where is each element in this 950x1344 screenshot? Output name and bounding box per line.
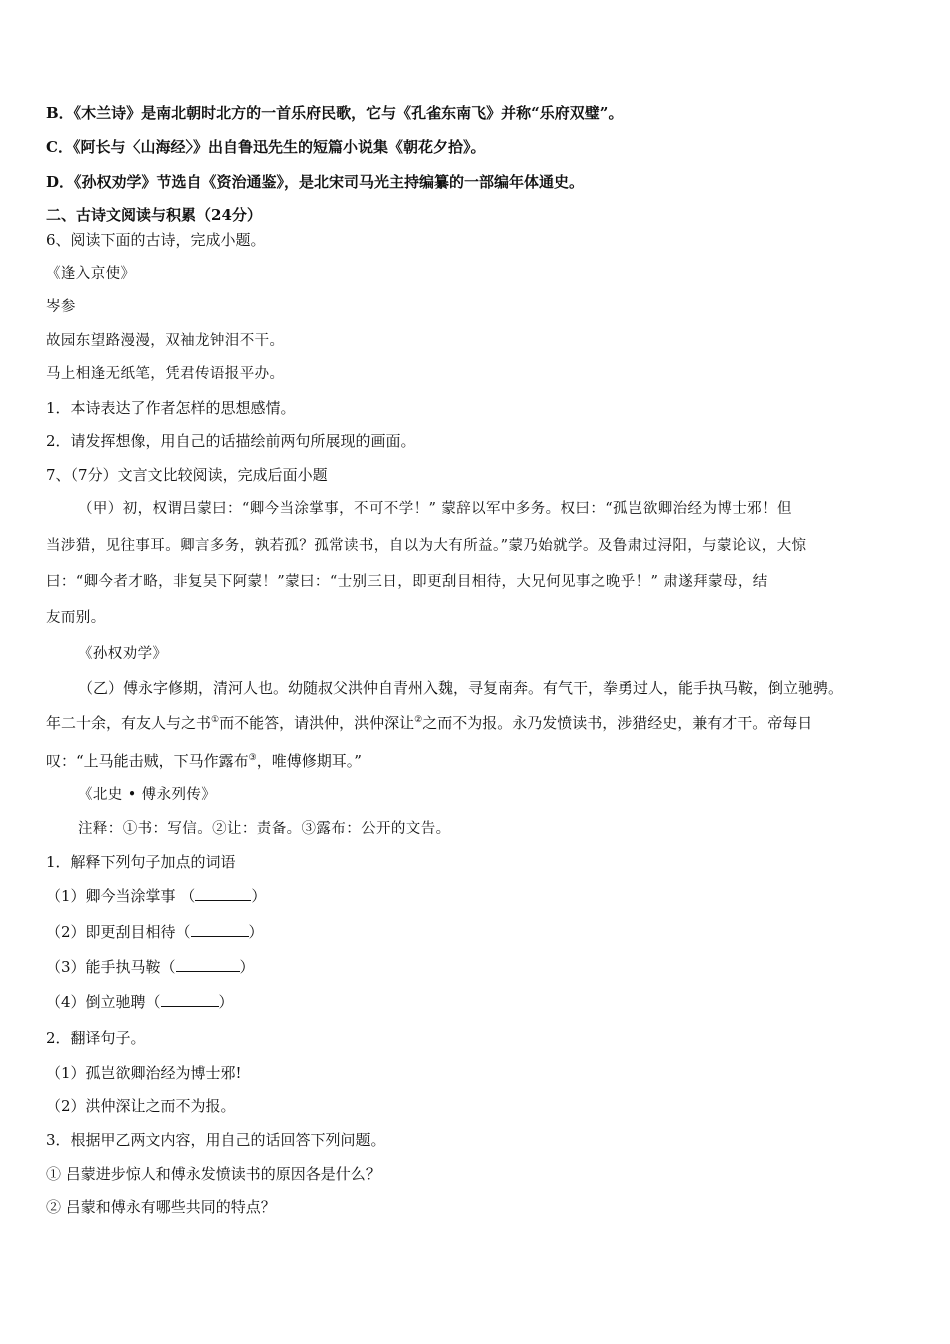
answer-blank[interactable] bbox=[161, 992, 219, 1007]
question-6-sub-1: 1．本诗表达了作者怎样的思想感情。 bbox=[46, 399, 296, 417]
fill-item-1 bbox=[46, 886, 266, 906]
note-mark-3: ③ bbox=[248, 753, 257, 763]
fill-item-label: （1）卿今当涂掌事 （ bbox=[46, 887, 196, 905]
passage-yi-source: 《北史 • 傅永列传》 bbox=[78, 787, 217, 803]
passage-yi-text: 而不能答，请洪仲，洪仲深让 bbox=[219, 714, 415, 732]
fill-item-close: ） bbox=[218, 993, 234, 1011]
question-6-stem: 6、阅读下面的古诗，完成小题。 bbox=[46, 231, 266, 249]
answer-blank[interactable] bbox=[195, 886, 251, 901]
question-7-sub-3-stem: 3．根据甲乙两文内容，用自己的话回答下列问题。 bbox=[46, 1131, 386, 1149]
poem-line-1: 故园东望路漫漫，双袖龙钟泪不干。 bbox=[46, 333, 285, 349]
question-6-sub-2: 2．请发挥想像，用自己的话描绘前两句所展现的画面。 bbox=[46, 432, 416, 450]
passage-jia-line-1: （甲）初，权谓吕蒙曰：“卿今当涂掌事，不可不学！” 蒙辞以军中多务。权曰：“孤岂欲卿治经为博士邪！但 bbox=[78, 501, 792, 517]
fill-item-4 bbox=[46, 992, 234, 1012]
question-7-sub-1-stem: 1．解释下列句子加点的词语 bbox=[46, 853, 236, 871]
annotations: 注释：①书：写信。②让：责备。③露布：公开的文告。 bbox=[78, 821, 451, 837]
option-c: C．《阿长与〈山海经〉》出自鲁迅先生的短篇小说集《朝花夕拾》。 bbox=[46, 138, 486, 156]
fill-item-close: ） bbox=[248, 923, 264, 941]
passage-yi-text: ，唯傅修期耳。” bbox=[256, 752, 362, 770]
passage-jia-line-2: 当涉猎，见往事耳。卿言多务，孰若孤？孤常读书，自以为大有所益。”蒙乃始就学。及鲁肃过浔阳，与蒙论议，大惊 bbox=[46, 538, 807, 554]
question-7-sub-2-stem: 2．翻译句子。 bbox=[46, 1029, 146, 1047]
question-7-sub-3-item-2: ② 吕蒙和傅永有哪些共同的特点？ bbox=[46, 1198, 276, 1216]
poem-author: 岑参 bbox=[46, 299, 76, 315]
fill-item-3 bbox=[46, 957, 255, 977]
poem-title: 《逢入京使》 bbox=[46, 266, 136, 282]
fill-item-label: （3）能手执马鞍（ bbox=[46, 958, 176, 976]
passage-jia-line-4: 友而别。 bbox=[46, 610, 106, 626]
fill-item-close: ） bbox=[251, 887, 267, 905]
translate-item-1: （1）孤岂欲卿治经为博士邪! bbox=[46, 1064, 242, 1082]
question-7-stem: 7、（7分）文言文比较阅读，完成后面小题 bbox=[46, 466, 328, 484]
passage-yi-text: 叹：“上马能击贼，下马作露布 bbox=[46, 752, 249, 770]
passage-yi-line-1: （乙）傅永字修期，清河人也。幼随叔父洪仲自青州入魏，寻复南奔。有气干，拳勇过人，能手执马鞍，倒立驰骋。 bbox=[78, 679, 844, 697]
option-b: B．《木兰诗》是南北朝时北方的一首乐府民歌，它与《孔雀东南飞》并称“乐府双璧”。 bbox=[46, 104, 624, 122]
passage-yi-line-3 bbox=[46, 751, 362, 771]
translate-item-2: （2）洪仲深让之而不为报。 bbox=[46, 1097, 236, 1115]
fill-item-label: （2）即更刮目相待（ bbox=[46, 923, 191, 941]
answer-blank[interactable] bbox=[191, 922, 249, 937]
note-mark-2: ② bbox=[414, 715, 423, 725]
fill-item-2 bbox=[46, 922, 264, 942]
passage-yi-text: 之而不为报。永乃发愤读书，涉猎经史，兼有才干。帝每日 bbox=[422, 714, 813, 732]
fill-item-close: ） bbox=[239, 958, 255, 976]
note-mark-1: ① bbox=[211, 715, 220, 725]
passage-jia-source: 《孙权劝学》 bbox=[78, 646, 168, 662]
passage-yi-text: 年二十余，有友人与之书 bbox=[46, 714, 212, 732]
fill-item-label: （4）倒立驰聘（ bbox=[46, 993, 161, 1011]
passage-jia-line-3: 曰：“卿今者才略，非复吴下阿蒙！”蒙曰：“士别三日，即更刮目相待，大兄何见事之晚乎！” 肃遂拜蒙母，结 bbox=[46, 574, 768, 590]
answer-blank[interactable] bbox=[176, 957, 240, 972]
option-d: D．《孙权劝学》节选自《资治通鉴》，是北宋司马光主持编纂的一部编年体通史。 bbox=[46, 173, 585, 191]
poem-line-2: 马上相逢无纸笔，凭君传语报平办。 bbox=[46, 366, 285, 382]
section-2-title: 二、古诗文阅读与积累（24分） bbox=[46, 206, 262, 224]
passage-yi-line-2 bbox=[46, 713, 812, 733]
question-7-sub-3-item-1: ① 吕蒙进步惊人和傅永发愤读书的原因各是什么？ bbox=[46, 1165, 381, 1183]
